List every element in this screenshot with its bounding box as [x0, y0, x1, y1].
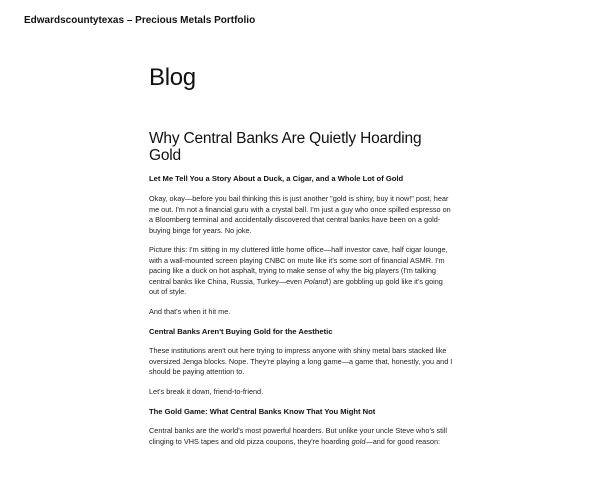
- post-paragraph: These institutions aren't out here trying to impress anyone with shiny metal bars stacked like oversized Jenga blocks. Nope. They're playing a long game—a game that, honestly, you and I should be paying attention to.: [149, 346, 453, 376]
- section-heading: Central Banks Aren't Buying Gold for the Aesthetic: [149, 327, 333, 336]
- post-paragraph: Let's break it down, friend-to-friend.: [149, 386, 264, 396]
- text-span: Picture this: I'm sitting in my cluttered little home office—half investor cave, half cigar lounge, with a wall-mounted screen playing CNBC on mute like it's some sort of financial ASMR. I'm pacing like a duck on hot asphalt, trying to make sense of why the big players (I'm talking central banks like China, Russia, Turkey—even: [149, 245, 448, 286]
- page-title: Blog: [149, 64, 196, 91]
- post-title[interactable]: Why Central Banks Are Quietly Hoarding Gold: [149, 130, 422, 164]
- emphasis-text: gold: [351, 436, 366, 446]
- text-span: —and for good reason:: [365, 436, 441, 446]
- post-paragraph: And that's when it hit me.: [149, 306, 231, 316]
- site-title-link[interactable]: Edwardscountytexas – Precious Metals Portfolio: [24, 15, 256, 26]
- site-header: [24, 10, 255, 28]
- text-span: Central banks are the world's most powerful hoarders. But unlike your uncle Steve who's still clinging to VHS tapes and old pizza coupons, they're hoarding: [149, 426, 448, 446]
- post-subtitle: Let Me Tell You a Story About a Duck, a Cigar, and a Whole Lot of Gold: [149, 174, 404, 183]
- post-paragraph: Okay, okay—before you bail thinking this is just another "gold is shiny, buy it now!" post, hear me out. I'm not a financial guru with a crystal ball. I'm just a guy who once spilled espresso on a Bloomberg terminal and accidentally discovered that central banks have been on a gold-buying binge for years. No joke.: [149, 194, 451, 235]
- post-paragraph: [149, 426, 453, 447]
- main-content: [149, 64, 453, 447]
- blog-post: [149, 130, 453, 447]
- post-paragraph: [149, 245, 453, 298]
- section-heading: The Gold Game: What Central Banks Know That You Might Not: [149, 407, 376, 416]
- emphasis-text: Poland: [303, 276, 327, 286]
- text-span: !) are gobbling up gold like it's going out of style.: [149, 276, 443, 296]
